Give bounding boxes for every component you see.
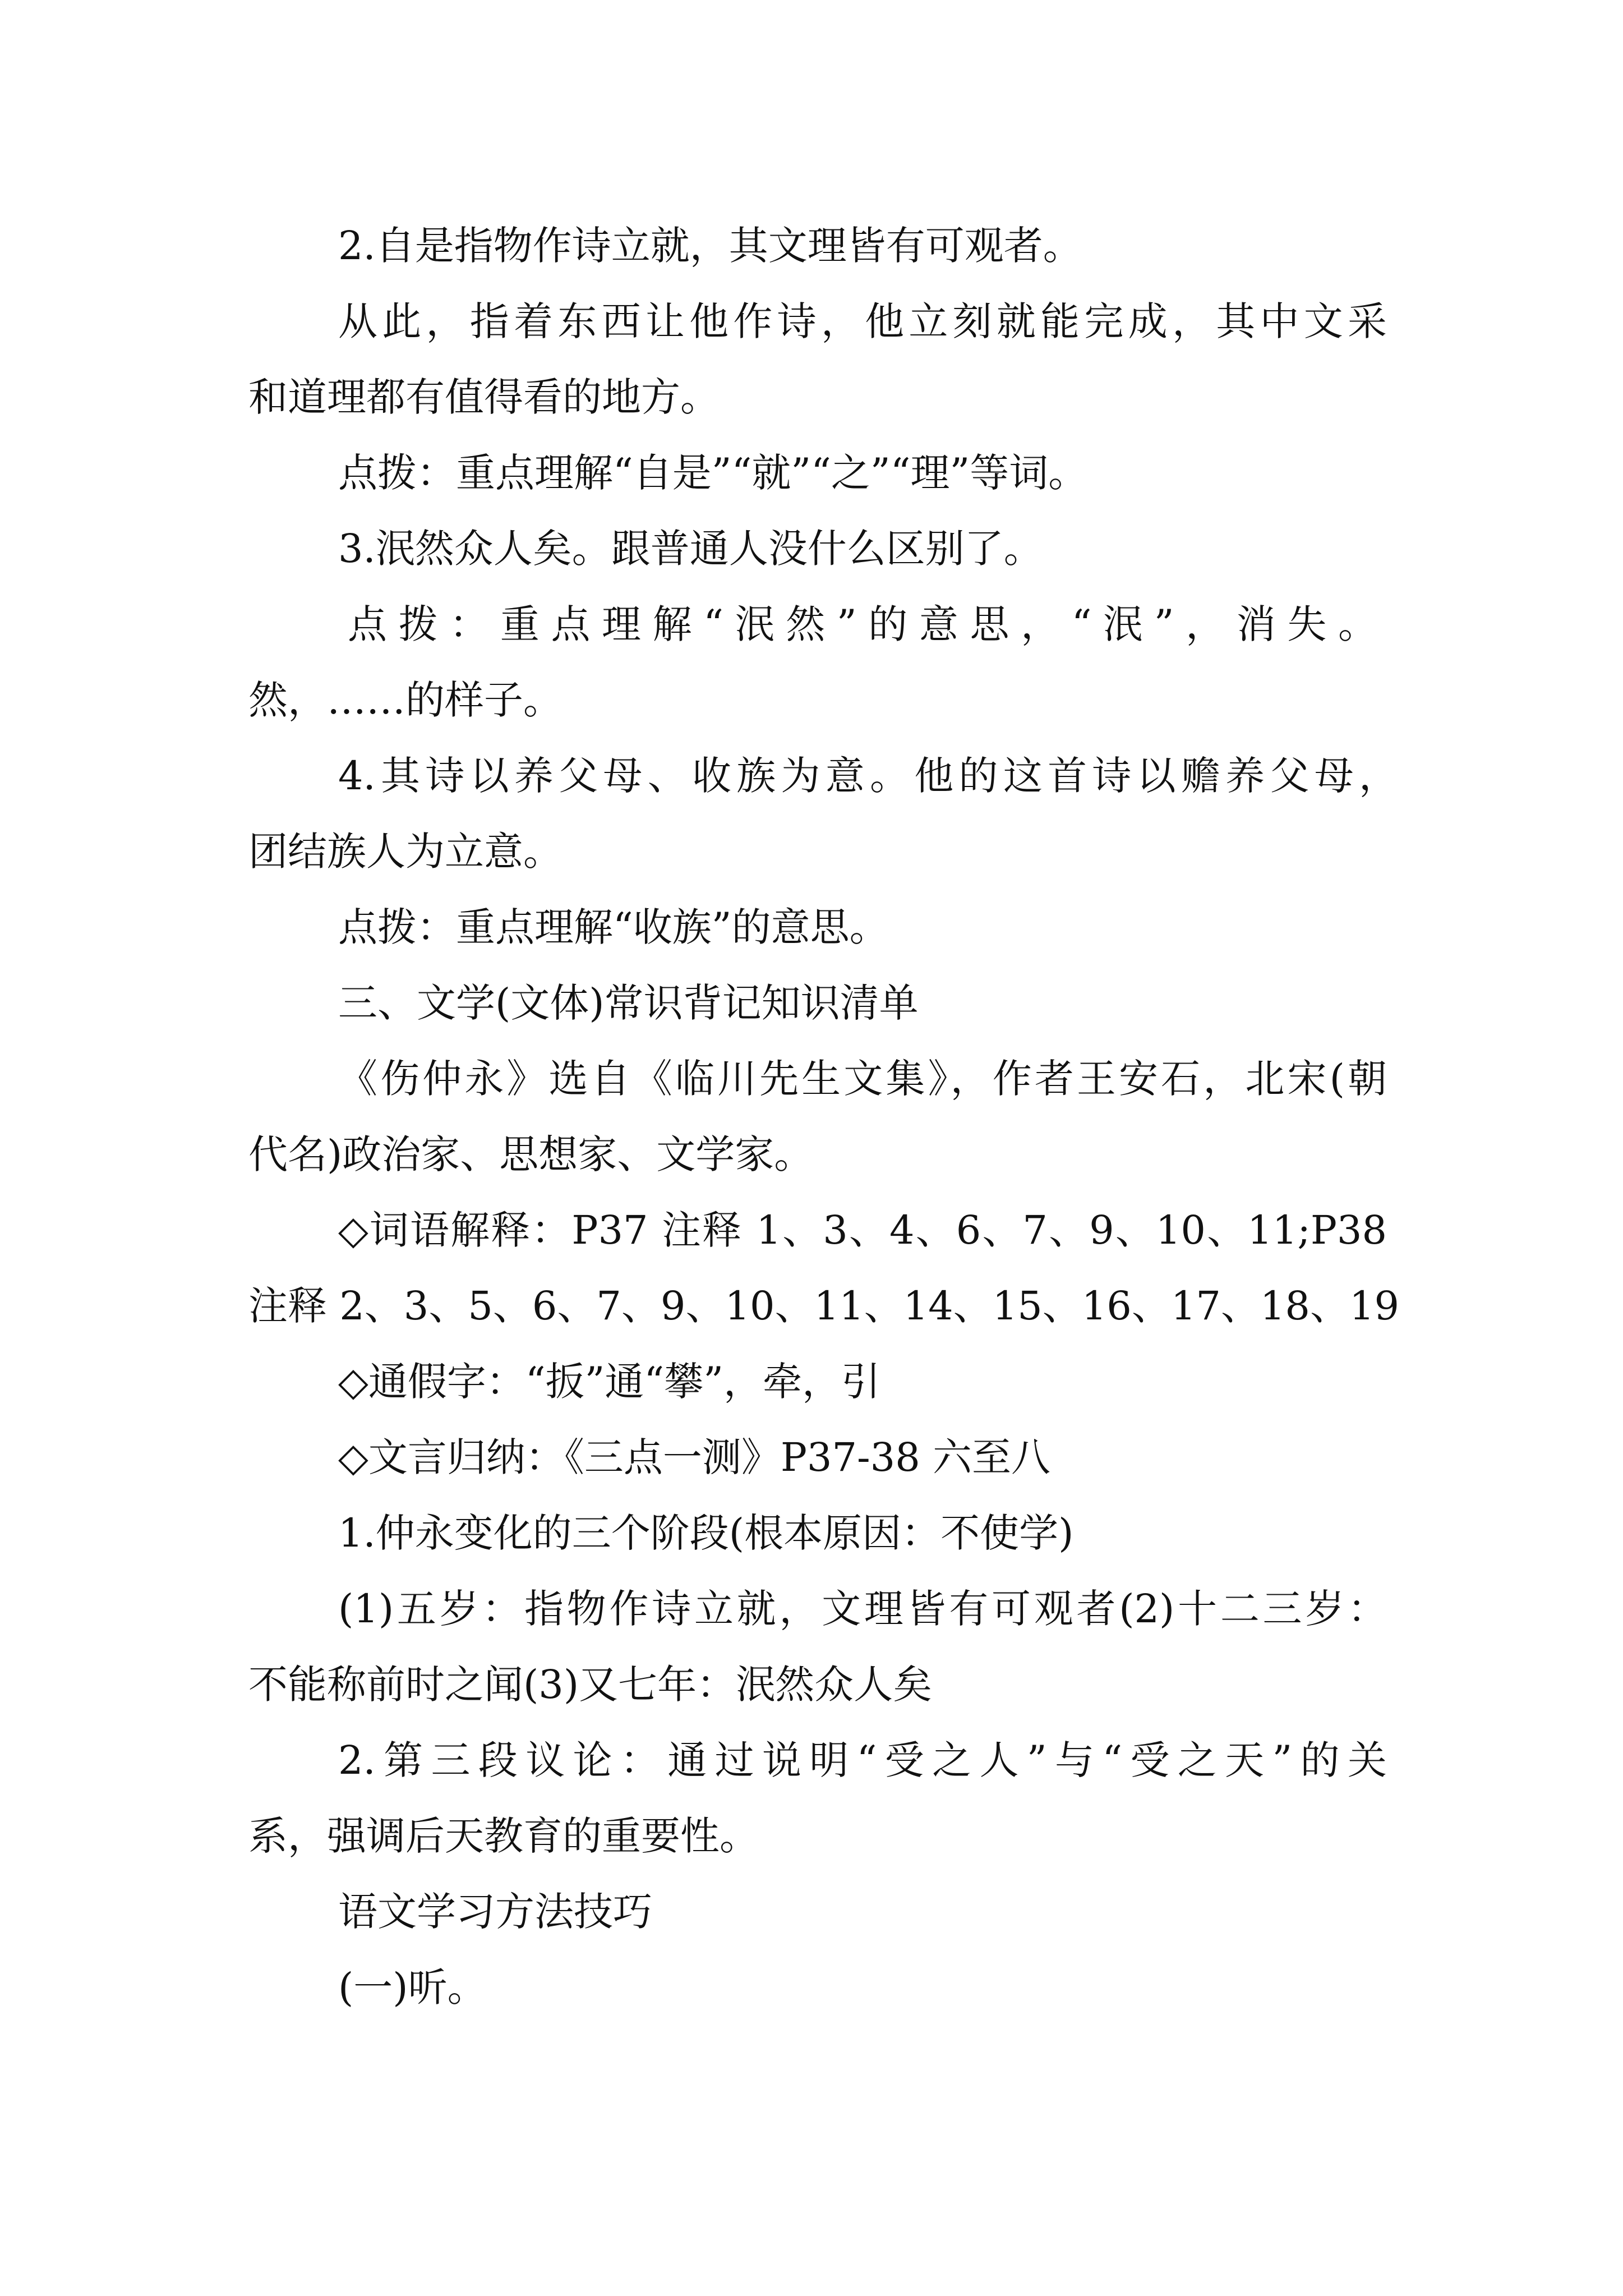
paragraph-line: ◇词语解释：P37 注释 1、3、4、6、7、9、10、11;P38	[338, 1207, 1387, 1253]
paragraph-line: (一)听。	[338, 1964, 487, 2010]
paragraph-line: 2.自是指物作诗立就，其文理皆有可观者。	[338, 223, 1082, 269]
paragraph-line: 2.第三段议论：通过说明“受之人”与“受之天”的关	[338, 1737, 1387, 1783]
paragraph-line: 点拨：重点理解“泯然”的意思，“泯”，消失。	[348, 601, 1385, 647]
paragraph-line: ◇文言归纳：《三点一测》P37-38 六至八	[338, 1434, 1050, 1480]
paragraph-line: 《伤仲永》选自《临川先生文集》，作者王安石，北宋(朝	[338, 1056, 1387, 1102]
section-heading: 语文学习方法技巧	[338, 1889, 652, 1935]
paragraph-line: 团结族人为立意。	[248, 829, 562, 875]
section-heading: 三、文学(文体)常识背记知识清单	[338, 980, 919, 1026]
paragraph-line: 点拨：重点理解“自是”“就”“之”“理”等词。	[338, 450, 1088, 496]
paragraph-line: 不能称前时之闻(3)又七年：泯然众人矣	[248, 1662, 933, 1708]
paragraph-line: (1)五岁：指物作诗立就，文理皆有可观者(2)十二三岁：	[338, 1586, 1387, 1632]
paragraph-line: ◇通假字：“扳”通“攀”，牵，引	[338, 1359, 880, 1405]
paragraph-line: 注释 2、3、5、6、7、9、10、11、14、15、16、17、18、19	[248, 1283, 1400, 1329]
paragraph-line: 点拨：重点理解“收族”的意思。	[338, 904, 889, 950]
paragraph-line: 然，……的样子。	[248, 677, 562, 723]
paragraph-line: 系，强调后天教育的重要性。	[248, 1813, 759, 1859]
paragraph-line: 代名)政治家、思想家、文学家。	[248, 1131, 814, 1177]
paragraph-line: 3.泯然众人矣。跟普通人没什么区别了。	[338, 526, 1043, 572]
paragraph-line: 和道理都有值得看的地方。	[248, 374, 720, 420]
paragraph-line: 4.其诗以养父母、收族为意。他的这首诗以赡养父母，	[338, 753, 1398, 799]
paragraph-line: 从此，指着东西让他作诗，他立刻就能完成，其中文采	[338, 298, 1387, 344]
paragraph-line: 1.仲永变化的三个阶段(根本原因：不使学)	[338, 1510, 1074, 1556]
